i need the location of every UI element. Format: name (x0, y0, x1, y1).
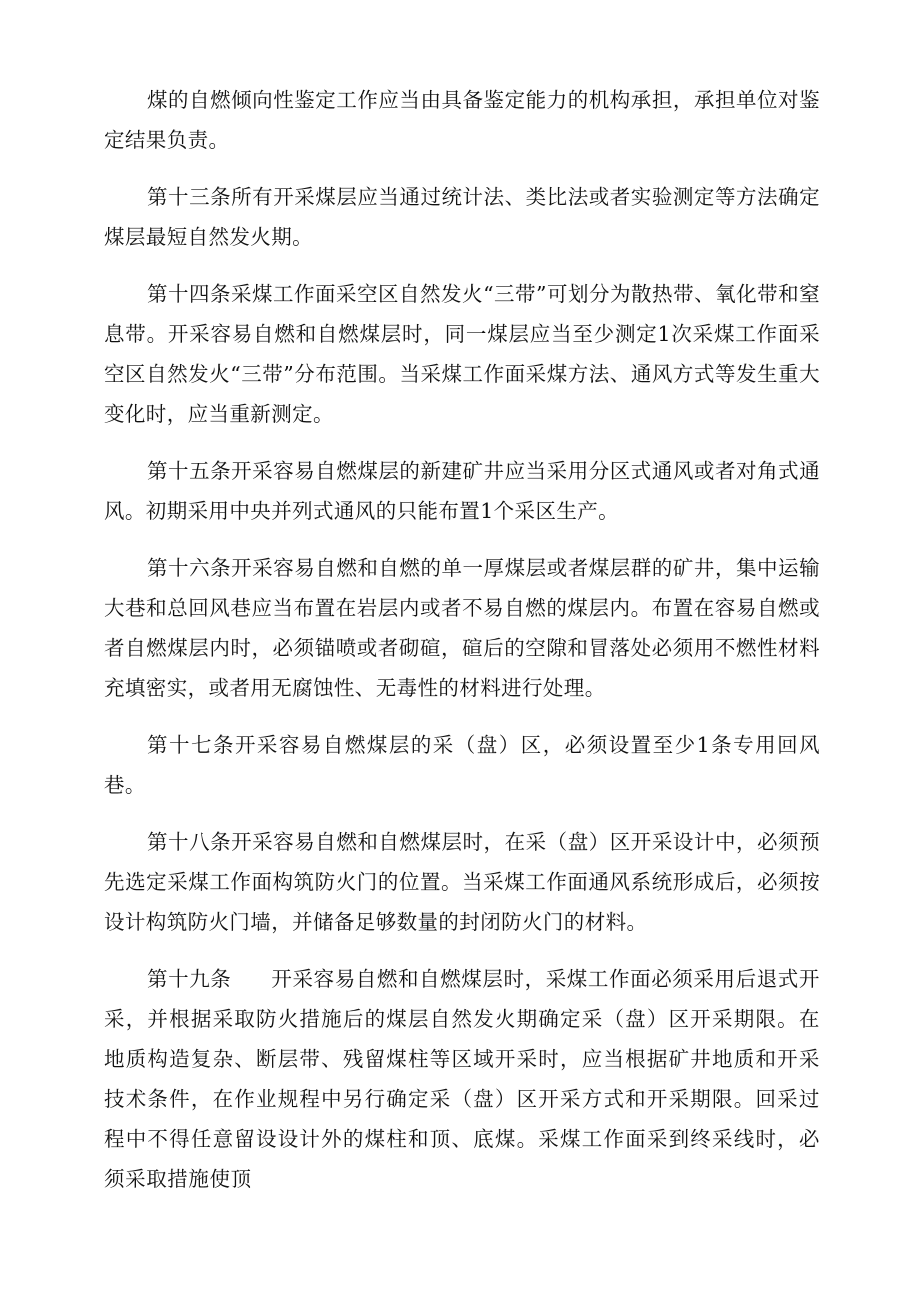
paragraph-article-14: 第十四条采煤工作面采空区自然发火“三带”可划分为散热带、氧化带和窒息带。开采容易自燃和自燃煤层时，同一煤层应当至少测定1次采煤工作面采空区自然发火“三带”分布范围。当采煤工作面采煤方法、通风方式等发生重大变化时，应当重新测定。 (104, 282, 820, 426)
paragraph-article-16: 第十六条开采容易自燃和自燃的单一厚煤层或者煤层群的矿井，集中运输大巷和总回风巷应当布置在岩层内或者不易自燃的煤层内。布置在容易自燃或者自燃煤层内时，必须锚喷或者砌碹，碹后的空隙和冒落处必须用不燃性材料充填密实，或者用无腐蚀性、无毒性的材料进行处理。 (104, 556, 820, 700)
paragraph-article-18: 第十八条开采容易自燃和自燃煤层时，在采（盘）区开采设计中，必须预先选定采煤工作面构筑防火门的位置。当采煤工作面通风系统形成后，必须按设计构筑防火门墙，并储备足够数量的封闭防火门的材料。 (104, 830, 820, 934)
article-19-heading: 第十九条 (147, 967, 232, 991)
paragraph-article-17: 第十七条开采容易自燃煤层的采（盘）区，必须设置至少1条专用回风巷。 (104, 733, 820, 797)
document-page (104, 80, 820, 1216)
article-19-body: 开采容易自燃和自燃煤层时，采煤工作面必须采用后退式开采，并根据采取防火措施后的煤层自然发火期确定采（盘）区开采期限。在地质构造复杂、断层带、残留煤柱等区域开采时，应当根据矿井地质和开采技术条件，在作业规程中另行确定采（盘）区开采方式和开采期限。回采过程中不得任意留设设计外的煤柱和顶、底煤。采煤工作面采到终采线时，必须采取措施使顶 (104, 967, 821, 1191)
paragraph-article-15: 第十五条开采容易自燃煤层的新建矿井应当采用分区式通风或者对角式通风。初期采用中央并列式通风的只能布置1个采区生产。 (104, 459, 820, 523)
paragraph-article-19 (104, 959, 820, 1199)
paragraph-article-13: 第十三条所有开采煤层应当通过统计法、类比法或者实验测定等方法确定煤层最短自然发火期。 (104, 185, 820, 249)
paragraph-self-ignition-appraisal: 煤的自燃倾向性鉴定工作应当由具备鉴定能力的机构承担，承担单位对鉴定结果负责。 (104, 88, 820, 152)
